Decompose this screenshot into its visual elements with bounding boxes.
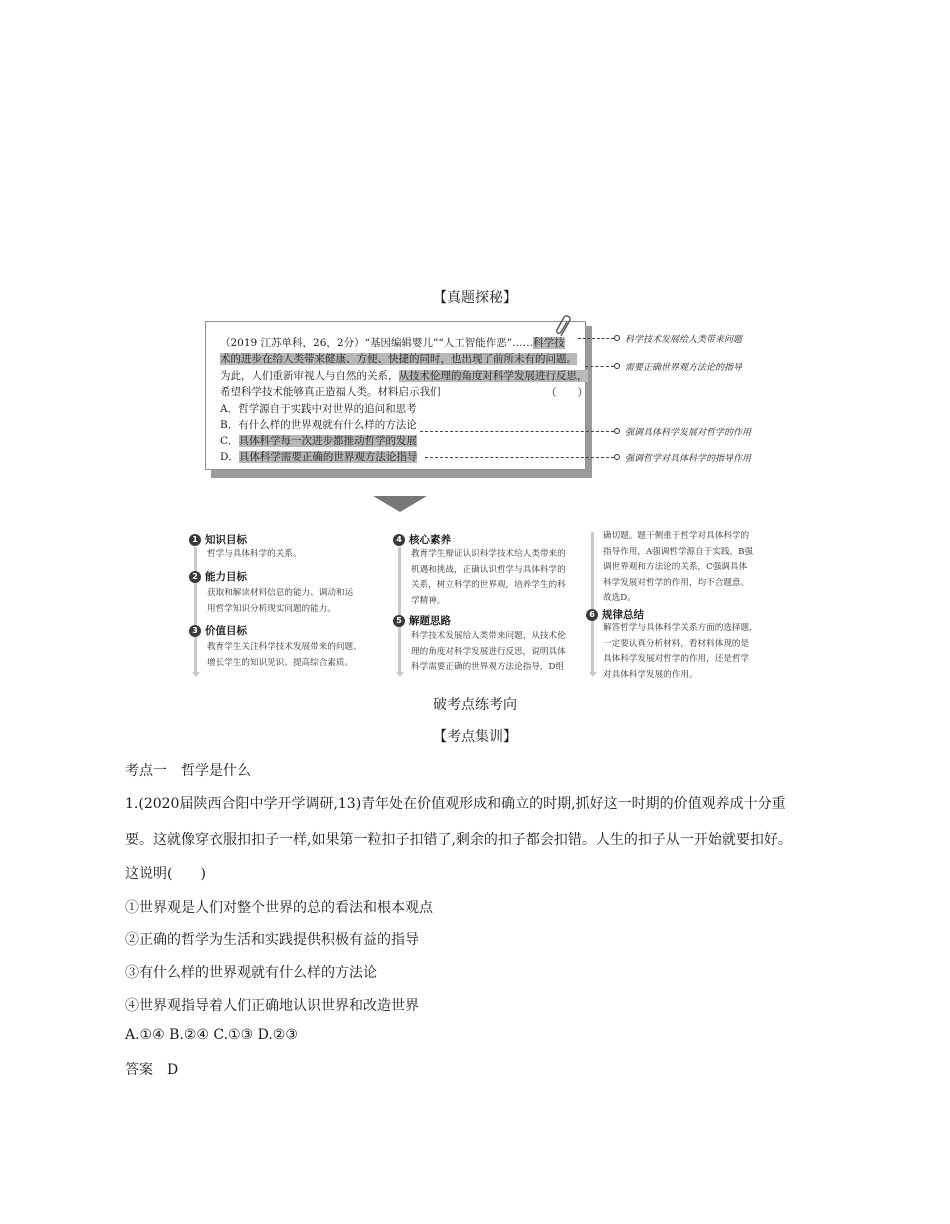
question-1-line-3: 这说明( ) <box>125 866 206 882</box>
paperclip-icon <box>555 314 575 340</box>
kaodian-title: 考点一 哲学是什么 <box>125 763 251 779</box>
option-2: ②正确的哲学为生活和实践提供积极有益的指导 <box>125 932 419 948</box>
option-3: ③有什么样的世界观就有什么样的方法论 <box>125 965 377 981</box>
section-knowledge-text: 哲学与具体科学的关系。 <box>207 549 302 559</box>
annotation-2: 需要正确世界观方法论的指导 <box>625 363 743 373</box>
card-line-1: （2019 江苏单科，26，2分）“基因编辑婴儿”“人工智能作恶”……科学技 <box>220 337 565 349</box>
section-core-literacy <box>393 532 451 547</box>
column-bar-3 <box>591 532 594 672</box>
leader-line-3 <box>420 431 614 432</box>
number-badge: 5 <box>393 615 405 627</box>
choices: A.①④ B.②④ C.①③ D.②③ <box>125 1027 298 1043</box>
section-title: 能力目标 <box>205 571 247 583</box>
card-line-3: 为此，人们重新审视人与自然的关系，从技术伦理的角度对科学发展进行反思， <box>220 370 588 382</box>
option-4: ④世界观指导着人们正确地认识世界和改造世界 <box>125 998 419 1014</box>
card-option-b: B．有什么样的世界观就有什么样的方法论 <box>220 419 417 431</box>
section-rule-summary-text: 解答哲学与具体科学关系方面的选择题, 一定要认真分析材料，看材料体现的是 具体科学发展对哲学的作用，还是哲学 对具体科学发展的作用。 <box>603 623 752 680</box>
leader-dot-4 <box>614 454 620 460</box>
heading-jixun: 【考点集训】 <box>433 729 517 745</box>
question-1-line-2: 要。这就像穿衣服扣扣子一样,如果第一粒扣子扣错了,剩余的扣子都会扣错。人生的扣子从一开始就要扣好。 <box>125 832 792 848</box>
section-rule-summary <box>586 607 644 622</box>
card-line-2: 术的进步在给人类带来健康、方便、快捷的同时，也出现了前所未有的问题。 <box>220 353 577 365</box>
annotation-1: 科学技术发展给人类带来问题 <box>625 335 743 345</box>
card-option-d: D．具体科学需要正确的世界观方法论指导 <box>220 451 418 463</box>
section-solving-approach <box>393 613 451 628</box>
section-title: 知识目标 <box>205 534 247 546</box>
number-badge: 2 <box>189 571 201 583</box>
leader-line-2 <box>585 366 614 367</box>
section-title: 价值目标 <box>205 625 247 637</box>
annotation-4: 强调哲学对具体科学的指导作用 <box>625 454 752 464</box>
heading-pokao: 破考点练考向 <box>433 697 517 713</box>
leader-dot-1 <box>614 335 620 341</box>
column-arrow-2 <box>396 672 404 677</box>
section-title: 核心素养 <box>409 534 451 546</box>
section-value-text: 教育学生关注科学技术发展带来的问题、 增长学生的知识见识、提高综合素质。 <box>207 642 362 668</box>
section-value-goal <box>189 623 247 638</box>
column-bar-2 <box>398 547 401 672</box>
down-arrow-icon <box>373 496 427 512</box>
column-bar-1 <box>194 547 197 672</box>
leader-line-4 <box>425 457 614 458</box>
number-badge: 6 <box>586 609 598 621</box>
number-badge: 1 <box>189 534 201 546</box>
number-badge: 4 <box>393 534 405 546</box>
section-ability-goal <box>189 569 247 584</box>
card-option-a: A．哲学源自于实践中对世界的追问和思考 <box>220 403 417 415</box>
leader-line-1 <box>578 338 614 339</box>
column-arrow-1 <box>192 672 200 677</box>
heading-zhenti: 【真题探秘】 <box>433 290 517 306</box>
option-1: ①世界观是人们对整个世界的总的看法和根本观点 <box>125 900 433 916</box>
section-core-literacy-text: 教育学生辩证认识科学技术给人类带来的 机遇和挑战，正确认识哲学与具体科学的 关系，树立科学的世界观，培养学生的科 学精神。 <box>411 549 566 606</box>
section-ability-text: 获取和解读材料信息的能力、调动和运 用哲学知识分析现实问题的能力。 <box>207 588 354 614</box>
section-title: 规律总结 <box>602 609 644 621</box>
section-title: 解题思路 <box>409 615 451 627</box>
section-solving-approach-text: 科学技术发展给人类带来问题，从技术伦 理的角度对科学发展进行反思，说明具体 科学需要正确的世界观方法论指导，D组 <box>411 631 566 672</box>
leader-dot-3 <box>614 428 620 434</box>
exam-card <box>205 321 586 470</box>
answer: 答案 D <box>125 1062 179 1078</box>
section-solving-continued-text: 确切题。题干侧重于哲学对具体科学的 指导作用，A强调哲学源自于实践，B强 调世界观和方法论的关系，C强调具体 科学发展对哲学的作用，均不合题意。 故选D。 <box>603 531 754 603</box>
leader-dot-2 <box>614 363 620 369</box>
question-1-line-1: 1.(2020届陕西合阳中学开学调研,13)青年处在价值观形成和确立的时期,抓好这一时期的价值观养成十分重 <box>125 796 786 812</box>
section-knowledge-goal <box>189 532 247 547</box>
column-arrow-3 <box>589 672 597 677</box>
annotation-3: 强调具体科学发展对哲学的作用 <box>625 428 752 438</box>
card-line-4: 希望科学技术能够真正造福人类。材料启示我们 <box>220 386 441 398</box>
number-badge: 3 <box>189 625 201 637</box>
card-option-c: C．具体科学每一次进步都推动哲学的发展 <box>220 435 418 447</box>
answer-paren: （ ） <box>546 387 588 399</box>
